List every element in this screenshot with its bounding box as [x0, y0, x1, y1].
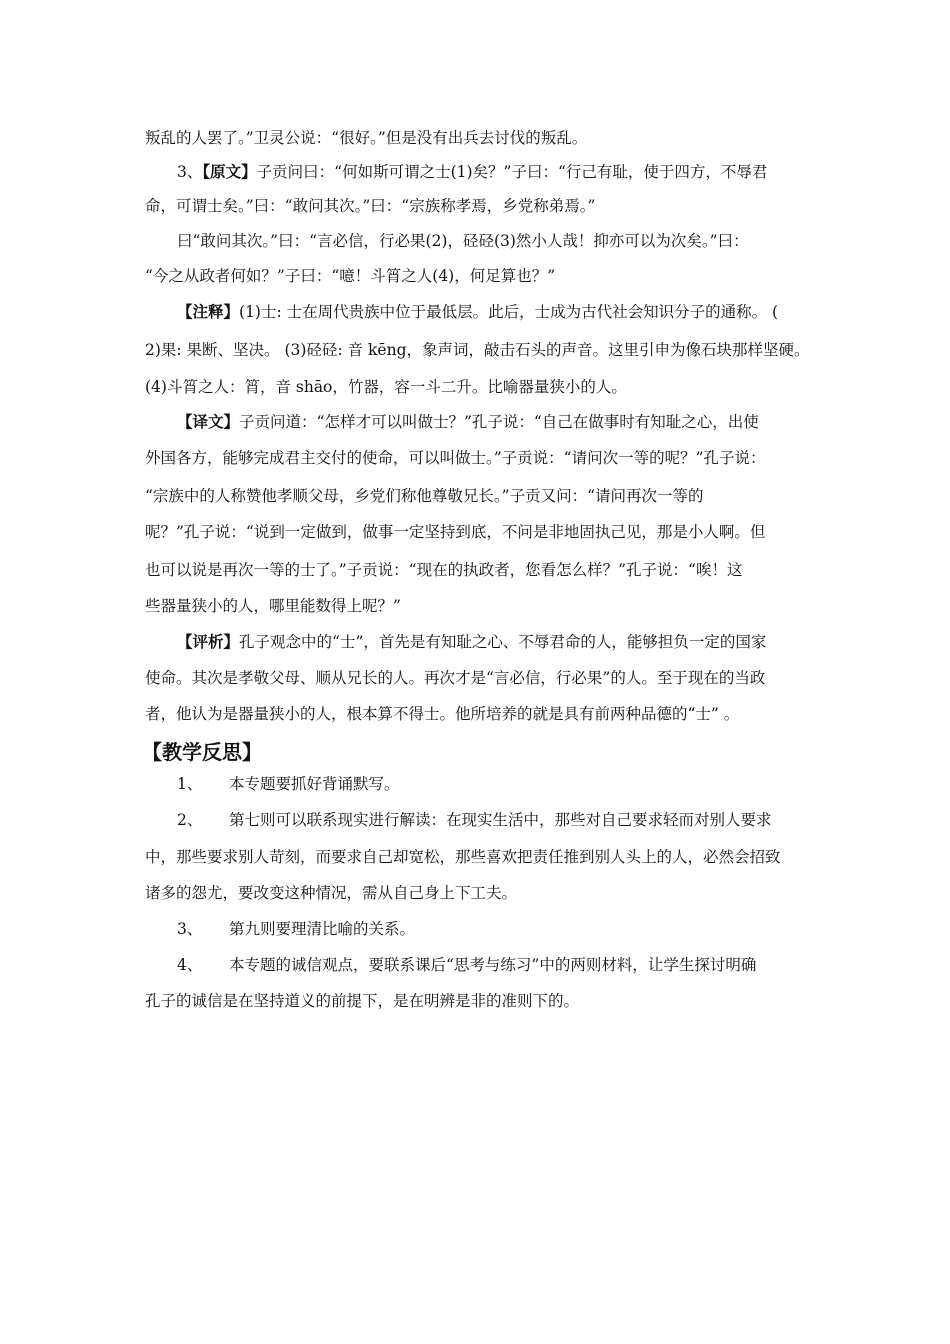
paragraph-line	[177, 412, 759, 432]
paragraph-line: 使命。其次是孝敬父母、顺从兄长的人。再次才是“言必信，行必果”的人。至于现在的当政	[145, 669, 766, 687]
paragraph-line: 孔子的诚信是在坚持道义的前提下，是在明辨是非的准则下的。	[145, 992, 580, 1010]
text: 子贡问曰：“何如斯可谓之士(1)矣？”子曰：“行己有耻，使于四方，不辱君	[256, 163, 768, 181]
text: 子贡问道：“怎样才可以叫做士？”孔子说：“自己在做事时有知耻之心，出使	[239, 413, 759, 431]
paragraph-line: 叛乱的人罢了。”卫灵公说：“很好。”但是没有出兵去讨伐的叛乱。	[145, 129, 588, 147]
item-number: 3、	[177, 163, 203, 181]
list-item	[177, 919, 415, 939]
paragraph-line: 呢？”孔子说：“说到一定做到，做事一定坚持到底，不问是非地固执己见，那是小人啊。但	[145, 523, 766, 541]
section-label: 【译文】	[177, 412, 240, 431]
item-number: 3、	[177, 920, 203, 938]
paragraph-line: 外国各方，能够完成君主交付的使命，可以叫做士。”子贡说：“请问次一等的呢？”孔子说：	[145, 449, 766, 467]
list-item	[177, 774, 400, 794]
section-label: 【评析】	[177, 632, 240, 651]
paragraph-line: 者，他认为是器量狭小的人，根本算不得士。他所培养的就是具有前两种品德的“士” 。	[145, 705, 740, 723]
item-text: 本专题要抓好背诵默写。	[229, 775, 400, 793]
text: 孔子观念中的“士”，首先是有知耻之心、不辱君命的人，能够担负一定的国家	[239, 633, 767, 651]
paragraph-line: 中，那些要求别人苛刻，而要求自己却宽松，那些喜欢把责任推到别人头上的人，必然会招致	[145, 848, 781, 866]
paragraph-line: 2)果: 果断、坚决。 (3)硁硁: 音 kēng，象声词，敲击石头的声音。这里引申为像石块那样坚硬。	[145, 341, 810, 359]
text: (1)士: 士在周代贵族中位于最低层。此后，士成为古代社会知识分子的通称。 (	[239, 303, 779, 321]
paragraph-line: 曰“敢问其次。”曰：“言必信，行必果(2)，硁硁(3)然小人哉！抑亦可以为次矣。”曰：	[177, 232, 749, 250]
section-label: 【注释】	[177, 302, 240, 321]
paragraph-line: 些器量狭小的人，哪里能数得上呢？”	[145, 597, 401, 615]
item-number: 1、	[177, 775, 203, 793]
list-item	[177, 955, 756, 975]
item-number: 4、	[177, 956, 203, 974]
item-number: 2、	[177, 811, 203, 829]
paragraph-line: 命，可谓士矣。”曰：“敢问其次。”曰：“宗族称孝焉，乡党称弟焉。”	[145, 197, 596, 215]
item-text: 本专题的诚信观点，要联系课后“思考与练习”中的两则材料，让学生探讨明确	[229, 956, 757, 974]
paragraph-line: 诸多的怨尤，要改变这种情况，需从自己身上下工夫。	[145, 884, 518, 902]
paragraph-line	[177, 632, 766, 652]
item-text: 第七则可以联系现实进行解读：在现实生活中，那些对自己要求轻而对别人要求	[229, 811, 772, 829]
paragraph-line	[177, 302, 778, 322]
paragraph-line: “宗族中的人称赞他孝顺父母，乡党们称他尊敬兄长。”子贡又问：“请问再次一等的	[145, 487, 704, 505]
paragraph-line	[177, 162, 767, 182]
section-heading: 【教学反思】	[142, 740, 262, 764]
paragraph-line: “今之从政者何如？”子曰：“噫！斗筲之人(4)，何足算也？”	[145, 267, 556, 285]
item-text: 第九则要理清比喻的关系。	[229, 920, 416, 938]
paragraph-line: (4)斗筲之人：筲，音 shāo，竹器，容一斗二升。比喻器量狭小的人。	[145, 378, 627, 396]
paragraph-line: 也可以说是再次一等的士了。”子贡说：“现在的执政者，您看怎么样？”孔子说：“唉！这	[145, 561, 743, 579]
section-label: 【原文】	[202, 162, 257, 181]
list-item	[177, 810, 772, 830]
